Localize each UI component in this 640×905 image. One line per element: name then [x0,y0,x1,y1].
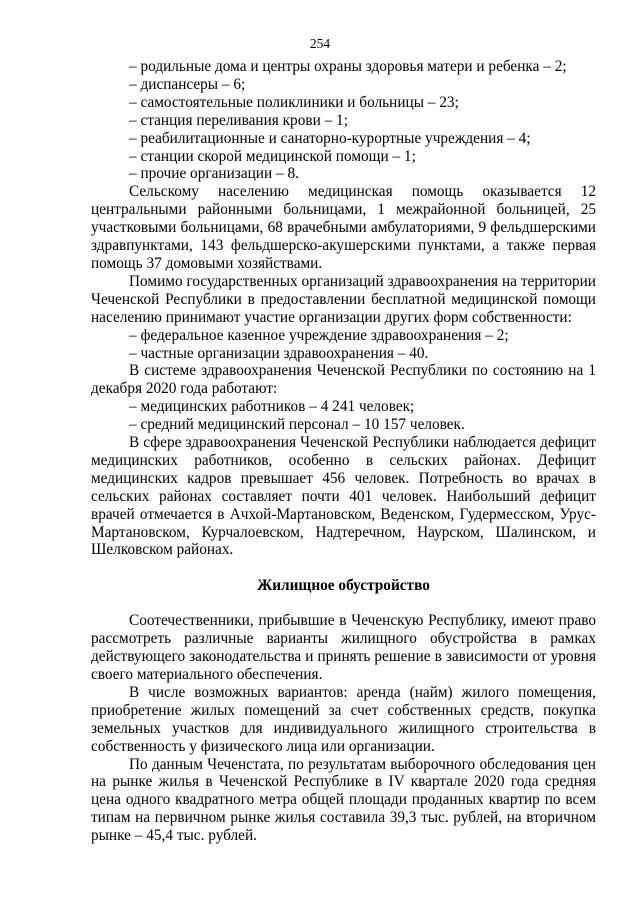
paragraph-rural-care: Сельскому населению медицинская помощь оказывается 12 центральными районными больницами, 1 межрайонной больницей, 25 участковыми больницами, 68 врачебными амбулаториями, 9 фельдшерскими здравпунктами, 143 фельдшерско-акушерскими пунктами, а также первая помощь 37 домовыми хозяйствами. [91,183,596,272]
section-heading-housing: Жилищное обустройство [257,577,430,595]
list-item: – родильные дома и центры охраны здоровья матери и ребенка – 2; [129,58,567,75]
list-item: – самостоятельные поликлиники и больницы – 23; [129,93,459,111]
ownership-list [91,327,596,363]
paragraph-housing-options: В числе возможных вариантов: аренда (найм) жилого помещения, приобретение жилых помещений за счет собственных средств, покупка земельных участков для индивидуального жилищного строительства в собственность у физического лица или организации. [91,683,596,755]
list-item: – прочие организации – 8. [129,165,299,183]
list-item: – частные организации здравоохранения – 40. [129,344,429,362]
facility-list [91,58,596,183]
list-item: – станция переливания крови – 1; [129,111,348,129]
staff-list [91,398,596,434]
paragraph-staff: В системе здравоохранения Чеченской Республики по состоянию на 1 декабря 2020 года работают: [91,362,596,398]
paragraph-housing-prices: По данным Чеченстата, по результатам выборочного обследования цен на рынке жилья в Чеченской Республике в IV квартале 2020 года средняя цена одного квадратного метра общей площади проданных квартир по всем типам на первичном рынке жилья составила 39,3 тыс. рублей, на вторичном рынке – 45,4 тыс. рублей. [91,755,596,845]
list-item: – реабилитационные и санаторно-курортные учреждения – 4; [129,129,531,147]
paragraph-deficit: В сфере здравоохранения Чеченской Республики наблюдается дефицит медицинских работников, особенно в сельских районах. Дефицит медицинских кадров превышает 456 человек. Потребность во врачах в сельских районах составляет почти 401 человек. Наибольший дефицит врачей отмечается в Ачхой-Мартановском, Веденском, Гудермесском, Урус-Мартановском, Курчалоевском, Надтеречном, Наурском, Шалинском, и Шелковском районах. [91,434,596,559]
list-item: – станции скорой медицинской помощи – 1; [129,147,416,165]
list-item: – медицинских работников – 4 241 человек; [129,398,415,416]
list-item: – диспансеры – 6; [129,75,246,93]
paragraph-compatriots: Соотечественники, прибывшие в Чеченскую Республику, имеют право рассмотреть различные варианты жилищного обустройства в рамках действующего законодательства и принять решение в зависимости от уровня своего материального обеспечения. [91,612,596,683]
document-body [91,58,596,845]
list-item: – средний медицинский персонал – 10 157 человек. [129,416,465,434]
page-number: 254 [309,36,331,51]
list-item: – федеральное казенное учреждение здравоохранения – 2; [129,326,509,344]
paragraph-other-ownership: Помимо государственных организаций здравоохранения на территории Чеченской Республики в предоставлении бесплатной медицинской помощи населению принимают участие организации других форм собственности: [91,272,596,326]
